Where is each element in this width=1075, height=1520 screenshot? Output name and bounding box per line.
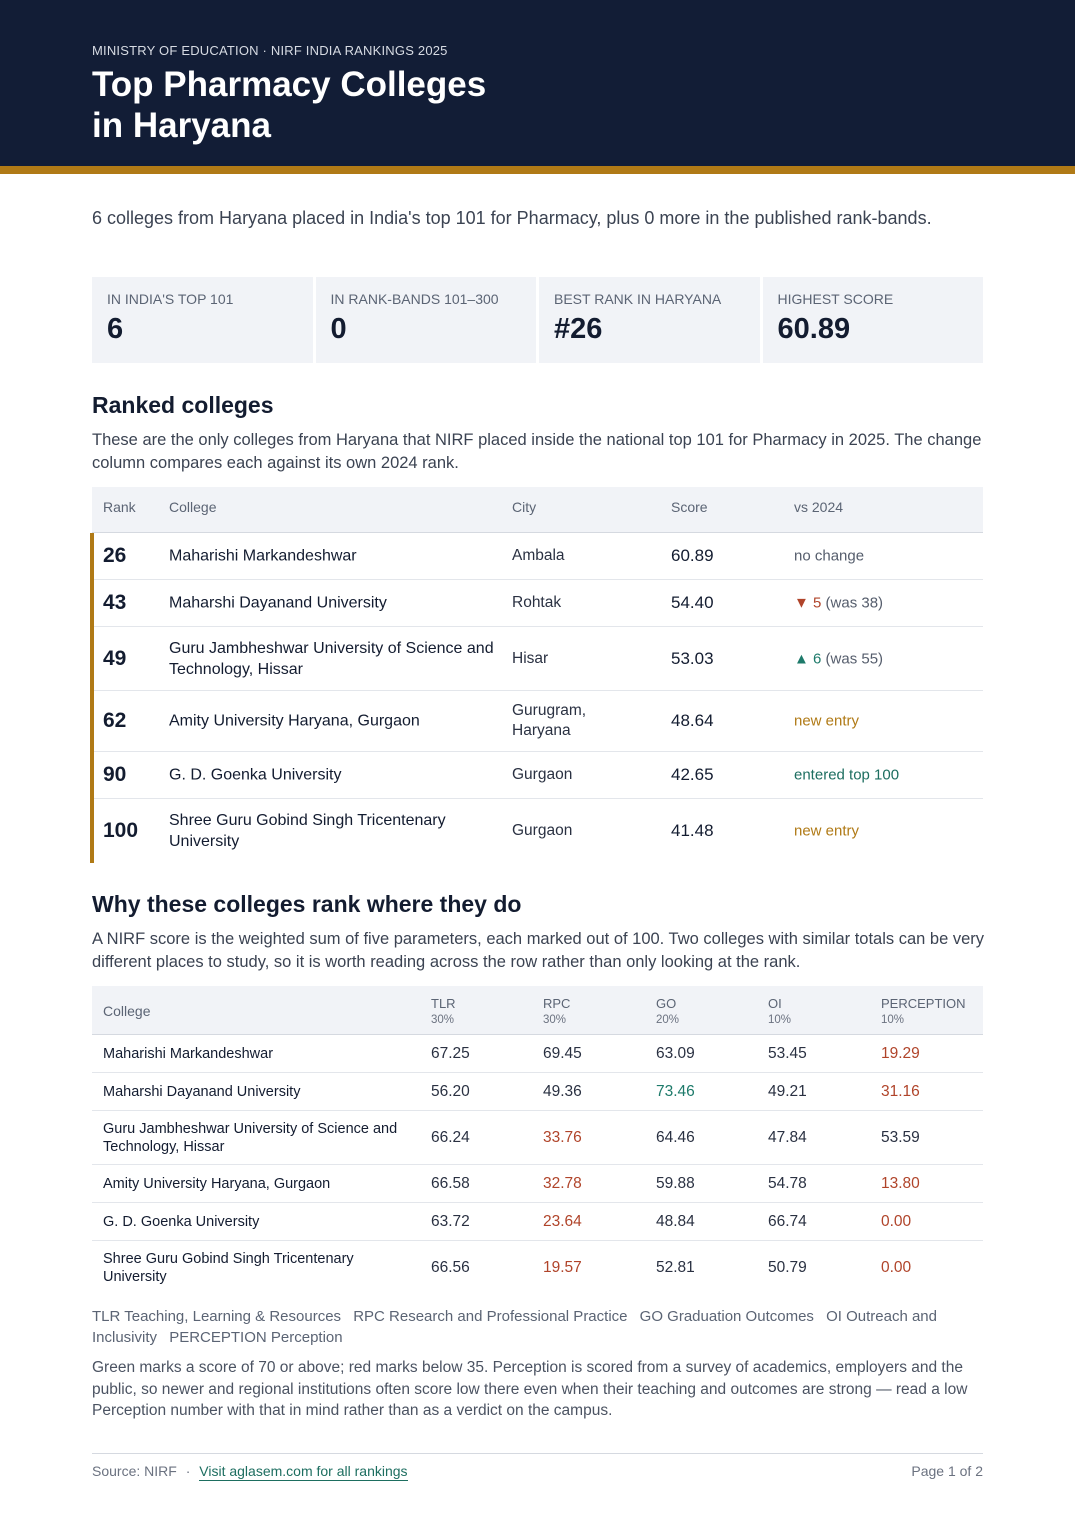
col-score: Score [671, 499, 708, 515]
legend-item: RPC Research and Professional Practice [353, 1308, 628, 1325]
perception-cell: 13.80 [881, 1174, 920, 1192]
stat-label: BEST RANK IN HARYANA [554, 291, 722, 307]
col-tlr-label: TLR [431, 996, 456, 1011]
college-cell: Guru Jambheshwar University of Science and Technology, Hissar [103, 1120, 398, 1155]
perception-cell: 53.59 [881, 1128, 920, 1146]
college-cell: Maharishi Markandeshwar [103, 1045, 274, 1062]
go-cell: 73.46 [656, 1082, 695, 1100]
col-college: College [169, 499, 217, 515]
table-row [92, 1111, 983, 1165]
ranked-description: These are the only colleges from Haryana that NIRF placed inside the national top 101 for Pharmacy in 2025. The change column compares each against its own 2024 rank. [92, 431, 982, 472]
stat-label: HIGHEST SCORE [777, 291, 894, 307]
footer-source [92, 1463, 408, 1479]
col-go-label: GO [656, 996, 677, 1011]
rank-up-indicator: ▲ 6 [794, 650, 822, 667]
col-rpc-weight: 30% [543, 1014, 567, 1026]
score-cell: 60.89 [671, 546, 714, 565]
college-cell: G. D. Goenka University [103, 1213, 260, 1230]
col-tlr-weight: 30% [431, 1014, 455, 1026]
legend-item: PERCEPTION Perception [169, 1329, 343, 1346]
legend-item: OI Outreach and Inclusivity [92, 1308, 937, 1346]
page-number: Page 1 of 2 [911, 1463, 983, 1479]
perception-cell: 31.16 [881, 1082, 920, 1100]
go-cell: 52.81 [656, 1259, 695, 1276]
stat-value: 6 [107, 313, 124, 345]
oi-cell: 49.21 [768, 1082, 807, 1100]
stat-value: #26 [554, 313, 603, 345]
stat-card-rank-bands [316, 277, 537, 363]
ranked-table-header [92, 487, 983, 533]
col-go-weight: 20% [656, 1014, 680, 1026]
stat-label: IN INDIA'S TOP 101 [107, 291, 234, 307]
change-cell [794, 650, 883, 667]
col-oi-weight: 10% [768, 1014, 792, 1026]
rank-cell: 49 [103, 646, 127, 670]
page-title [92, 64, 652, 146]
change-cell: entered top 100 [794, 766, 900, 784]
stat-value: 0 [330, 313, 347, 345]
city-cell: Gurgaon [512, 822, 573, 839]
rpc-cell: 49.36 [543, 1082, 582, 1100]
go-cell: 48.84 [656, 1212, 695, 1230]
change-cell [794, 548, 864, 565]
tlr-cell: 63.72 [431, 1212, 470, 1230]
college-cell: Maharshi Dayanand University [103, 1083, 301, 1100]
col-oi-label: OI [768, 996, 782, 1011]
rank-cell: 43 [103, 591, 127, 614]
col-city: City [512, 499, 537, 515]
col-rpc [543, 996, 570, 1028]
table-row [92, 1203, 983, 1241]
city-cell: Gurgaon [512, 766, 573, 783]
rank-cell: 90 [103, 763, 127, 786]
college-cell: Maharishi Markandeshwar [169, 547, 357, 565]
tlr-cell: 66.56 [431, 1259, 470, 1276]
params-heading: Why these colleges rank where they do [92, 891, 522, 917]
rpc-cell: 23.64 [543, 1212, 582, 1230]
col-vs-2024: vs 2024 [794, 499, 844, 515]
rank-cell: 62 [103, 709, 127, 732]
college-cell: G. D. Goenka University [169, 766, 342, 784]
col-perception [881, 996, 966, 1028]
city-cell: Ambala [512, 547, 565, 564]
parameters-table [92, 986, 983, 1295]
score-cell: 54.40 [671, 593, 714, 612]
stat-card-top101 [92, 277, 313, 363]
rank-down-indicator: ▼ 5 [794, 594, 822, 612]
oi-cell: 54.78 [768, 1174, 807, 1192]
go-cell: 64.46 [656, 1128, 695, 1146]
table-row [94, 799, 983, 863]
rank-cell: 100 [103, 819, 139, 842]
rpc-cell: 32.78 [543, 1174, 582, 1192]
col-perception-weight: 10% [881, 1014, 905, 1026]
table-row [92, 1073, 983, 1111]
table-row [94, 691, 983, 752]
city-cell: Gurugram, Haryana [512, 702, 587, 739]
table-row [92, 1241, 983, 1295]
col-rank: Rank [103, 499, 136, 515]
ranked-table-body [90, 533, 983, 863]
rank-cell: 26 [103, 544, 127, 567]
change-cell: new entry [794, 822, 860, 840]
perception-cell: 0.00 [881, 1212, 912, 1230]
legend-item: TLR Teaching, Learning & Resources [92, 1308, 342, 1325]
footer-divider [92, 1453, 983, 1454]
colour-note: Green marks a score of 70 or above; red marks below 35. Perception is scored from a survey of academics, employers and the public, so newer and regional institutions often score low there even when their teaching and outcomes are strong — read a low Perception number with that in mind rather than as a verdict on the campus. [92, 1359, 968, 1419]
params-description: A NIRF score is the weighted sum of five parameters, each marked out of 100. Two colleges with similar totals can be very different places to study, so it is worth reading across the row rather than only looking at the rank. [92, 930, 985, 971]
change-text: (was 55) [821, 650, 884, 667]
table-row [92, 1035, 983, 1073]
rpc-cell: 69.45 [543, 1044, 582, 1062]
perception-cell: 19.29 [881, 1044, 920, 1062]
kicker: MINISTRY OF EDUCATION · NIRF INDIA RANKINGS 2025 [92, 43, 448, 58]
stat-value: 60.89 [777, 313, 851, 345]
parameter-legend [92, 1306, 987, 1348]
tlr-cell: 66.58 [431, 1174, 470, 1192]
score-cell: 41.48 [671, 821, 714, 840]
col-tlr [431, 996, 456, 1028]
page-title-line-1: Top Pharmacy Colleges [92, 65, 487, 104]
college-cell: Maharshi Dayanand University [169, 594, 387, 612]
change-cell [794, 595, 883, 612]
score-cell: 53.03 [671, 648, 714, 668]
stat-cards [92, 277, 983, 363]
stat-card-highest-score [763, 277, 984, 363]
masthead-accent-rule [0, 166, 1075, 174]
oi-cell: 53.45 [768, 1044, 807, 1062]
city-cell: Rohtak [512, 594, 562, 611]
stat-label: IN RANK-BANDS 101–300 [330, 291, 499, 307]
college-cell: Shree Guru Gobind Singh Tricentenary University [169, 812, 446, 850]
col-rpc-label: RPC [543, 996, 571, 1011]
score-cell: 48.64 [671, 711, 714, 730]
college-cell: Shree Guru Gobind Singh Tricentenary University [103, 1251, 354, 1285]
rankings-link[interactable]: Visit aglasem.com for all rankings [199, 1463, 408, 1479]
college-cell: Guru Jambheshwar University of Science and Technology, Hissar [169, 639, 494, 678]
parameters-table-header [92, 986, 983, 1035]
col-oi [768, 996, 791, 1028]
change-text: (was 38) [821, 594, 884, 612]
intro-text: 6 colleges from Haryana placed in India's top 101 for Pharmacy, plus 0 more in the published rank-bands. [92, 208, 932, 228]
rpc-cell: 19.57 [543, 1259, 582, 1276]
tlr-cell: 66.24 [431, 1128, 470, 1146]
footer-separator: · [185, 1463, 191, 1479]
city-cell: Hisar [512, 649, 549, 667]
college-cell: Amity University Haryana, Gurgaon [169, 712, 420, 730]
col-college: College [103, 1003, 151, 1019]
table-row [94, 580, 983, 627]
page-title-line-2: in Haryana [92, 106, 271, 145]
go-cell: 59.88 [656, 1174, 695, 1192]
ranked-table [92, 487, 983, 863]
oi-cell: 66.74 [768, 1212, 807, 1230]
ranked-heading: Ranked colleges [92, 392, 274, 418]
change-text: no change [794, 547, 865, 565]
table-row [94, 752, 983, 799]
table-row [92, 1165, 983, 1203]
table-row [94, 627, 983, 691]
oi-cell: 50.79 [768, 1259, 807, 1276]
tlr-cell: 67.25 [431, 1044, 470, 1062]
col-perception-label: PERCEPTION [881, 996, 966, 1011]
score-cell: 42.65 [671, 765, 714, 784]
legend-item: GO Graduation Outcomes [639, 1308, 814, 1325]
stat-card-best-rank [539, 277, 760, 363]
rpc-cell: 33.76 [543, 1128, 582, 1146]
oi-cell: 47.84 [768, 1128, 807, 1146]
tlr-cell: 56.20 [431, 1082, 470, 1100]
college-cell: Amity University Haryana, Gurgaon [103, 1175, 331, 1192]
go-cell: 63.09 [656, 1044, 695, 1062]
perception-cell: 0.00 [881, 1259, 912, 1276]
col-go [656, 996, 679, 1028]
source-text: Source: NIRF [92, 1463, 177, 1479]
table-row [94, 533, 983, 580]
change-cell: new entry [794, 712, 860, 730]
